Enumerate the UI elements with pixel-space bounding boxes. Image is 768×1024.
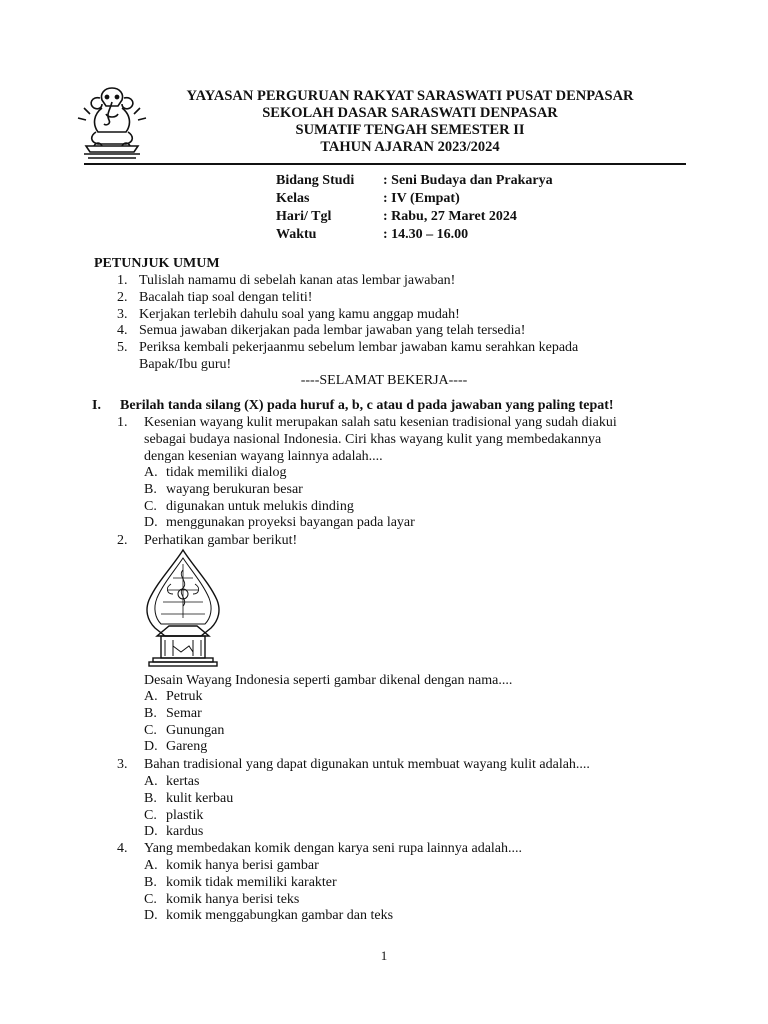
option-letter: C. (144, 722, 157, 738)
option-letter: D. (144, 739, 158, 755)
option-letter: D. (144, 515, 158, 531)
instructions-list (117, 273, 578, 374)
question-text: Perhatikan gambar berikut! (144, 533, 298, 548)
question-number: 2. (117, 533, 128, 548)
question-1-options (144, 465, 415, 532)
item-text: Bacalah tiap soal dengan teliti! (139, 289, 313, 305)
part-number: I. (92, 398, 101, 413)
item-number: 5. (117, 340, 128, 356)
part-instruction: Berilah tanda silang (X) pada huruf a, b, c atau d pada jawaban yang paling tepat! (120, 398, 614, 413)
option-a[interactable] (144, 689, 224, 706)
item-text: Kerjakan terlebih dahulu soal yang kamu anggap mudah! (139, 306, 460, 322)
option-letter: A. (144, 689, 158, 704)
question-line (117, 757, 590, 774)
option-text: komik menggabungkan gambar dan teks (166, 908, 394, 924)
option-letter: A. (144, 774, 158, 789)
option-c[interactable] (144, 892, 393, 909)
foundation-name: YAYASAN PERGURUAN RAKYAT SARASWATI PUSAT DENPASAR (186, 88, 634, 104)
option-b[interactable] (144, 706, 224, 723)
option-letter: D. (144, 824, 158, 840)
question-3 (117, 757, 590, 774)
info-value: : Rabu, 27 Maret 2024 (383, 209, 517, 224)
option-text: kardus (166, 824, 204, 840)
ganesha-emblem-icon (76, 84, 148, 162)
option-d[interactable] (144, 908, 393, 925)
info-row-time (276, 226, 553, 244)
question-text: Yang membedakan komik dengan karya seni rupa lainnya adalah.... (144, 841, 523, 856)
option-text: Gareng (166, 739, 208, 755)
option-c[interactable] (144, 808, 233, 825)
question-line (117, 841, 522, 858)
question-text: Kesenian wayang kulit merupakan salah satu kesenian tradisional yang sudah diakui (144, 415, 617, 430)
question-2-prompt: Desain Wayang Indonesia seperti gambar dikenal dengan nama.... (144, 673, 513, 688)
list-item-continuation (117, 357, 578, 374)
info-label: Kelas (276, 191, 310, 206)
academic-year: TAHUN AJARAN 2023/2024 (320, 139, 500, 155)
option-text: Gunungan (166, 722, 225, 738)
option-a[interactable] (144, 465, 415, 482)
question-number: 1. (117, 415, 128, 430)
list-item (117, 323, 578, 340)
question-number: 4. (117, 841, 128, 856)
school-name: SEKOLAH DASAR SARASWATI DENPASAR (262, 105, 558, 121)
item-number: 4. (117, 323, 128, 339)
instructions-title: PETUNJUK UMUM (94, 256, 220, 271)
page-number: 1 (380, 948, 388, 963)
option-text: komik tidak memiliki karakter (166, 874, 337, 890)
info-value: : Seni Budaya dan Prakarya (383, 173, 553, 188)
option-a[interactable] (144, 774, 233, 791)
option-d[interactable] (144, 739, 224, 756)
item-number: 1. (117, 273, 128, 288)
option-a[interactable] (144, 858, 393, 875)
option-text: menggunakan proyeksi bayangan pada layar (166, 515, 415, 531)
school-header (150, 88, 670, 156)
question-3-options (144, 774, 233, 841)
option-text: komik hanya berisi gambar (166, 858, 319, 873)
option-text: Petruk (166, 689, 203, 704)
option-letter: B. (144, 874, 157, 890)
option-letter: B. (144, 705, 157, 721)
option-letter: C. (144, 807, 157, 823)
option-b[interactable] (144, 482, 415, 499)
option-letter: A. (144, 858, 158, 873)
option-letter: D. (144, 908, 158, 924)
question-2-options (144, 689, 224, 756)
question-1 (117, 415, 617, 465)
question-text: sebagai budaya nasional Indonesia. Ciri khas wayang kulit yang membedakannya (144, 431, 602, 447)
info-row-date (276, 208, 553, 226)
option-text: kertas (166, 774, 200, 789)
info-row-class (276, 190, 553, 208)
option-b[interactable] (144, 791, 233, 808)
info-label: Waktu (276, 227, 317, 242)
option-letter: B. (144, 790, 157, 806)
option-b[interactable] (144, 875, 393, 892)
option-text: kulit kerbau (166, 790, 234, 806)
info-value: : IV (Empat) (383, 191, 460, 206)
question-4-options (144, 858, 393, 925)
info-label: Hari/ Tgl (276, 209, 332, 224)
part-heading (92, 398, 614, 414)
item-text: Periksa kembali pekerjaanmu sebelum lembar jawaban kamu serahkan kepada (139, 340, 579, 356)
option-c[interactable] (144, 723, 224, 740)
question-line (117, 415, 617, 432)
exam-title: SUMATIF TENGAH SEMESTER II (295, 122, 525, 138)
option-text: plastik (166, 807, 204, 823)
gunungan-wayang-image (143, 548, 223, 670)
option-letter: C. (144, 891, 157, 907)
question-4 (117, 841, 522, 858)
closing-greeting: ----SELAMAT BEKERJA---- (300, 373, 468, 388)
question-number: 3. (117, 757, 128, 772)
list-item (117, 307, 578, 324)
info-label: Bidang Studi (276, 173, 355, 188)
option-text: wayang berukuran besar (166, 481, 303, 497)
list-item (117, 290, 578, 307)
exam-info (276, 172, 553, 244)
option-letter: A. (144, 465, 158, 480)
item-number: 2. (117, 289, 128, 305)
item-text: Semua jawaban dikerjakan pada lembar jawaban yang telah tersedia! (139, 323, 526, 339)
question-line (117, 449, 617, 466)
option-d[interactable] (144, 515, 415, 532)
list-item (117, 340, 578, 357)
option-text: komik hanya berisi teks (166, 891, 300, 907)
option-text: Semar (166, 705, 202, 721)
item-text: Bapak/Ibu guru! (139, 356, 232, 372)
option-c[interactable] (144, 499, 415, 516)
list-item (117, 273, 578, 290)
item-text: Tulislah namamu di sebelah kanan atas lembar jawaban! (139, 273, 456, 288)
info-row-subject (276, 172, 553, 190)
question-text: Bahan tradisional yang dapat digunakan untuk membuat wayang kulit adalah.... (144, 757, 590, 772)
info-value: : 14.30 – 16.00 (383, 227, 469, 242)
question-text: dengan kesenian wayang lainnya adalah.... (144, 448, 383, 464)
question-line (117, 432, 617, 449)
item-number: 3. (117, 306, 128, 322)
option-letter: B. (144, 481, 157, 497)
option-d[interactable] (144, 824, 233, 841)
option-letter: C. (144, 498, 157, 514)
header-divider (84, 163, 686, 165)
option-text: tidak memiliki dialog (166, 465, 287, 480)
option-text: digunakan untuk melukis dinding (166, 498, 354, 514)
